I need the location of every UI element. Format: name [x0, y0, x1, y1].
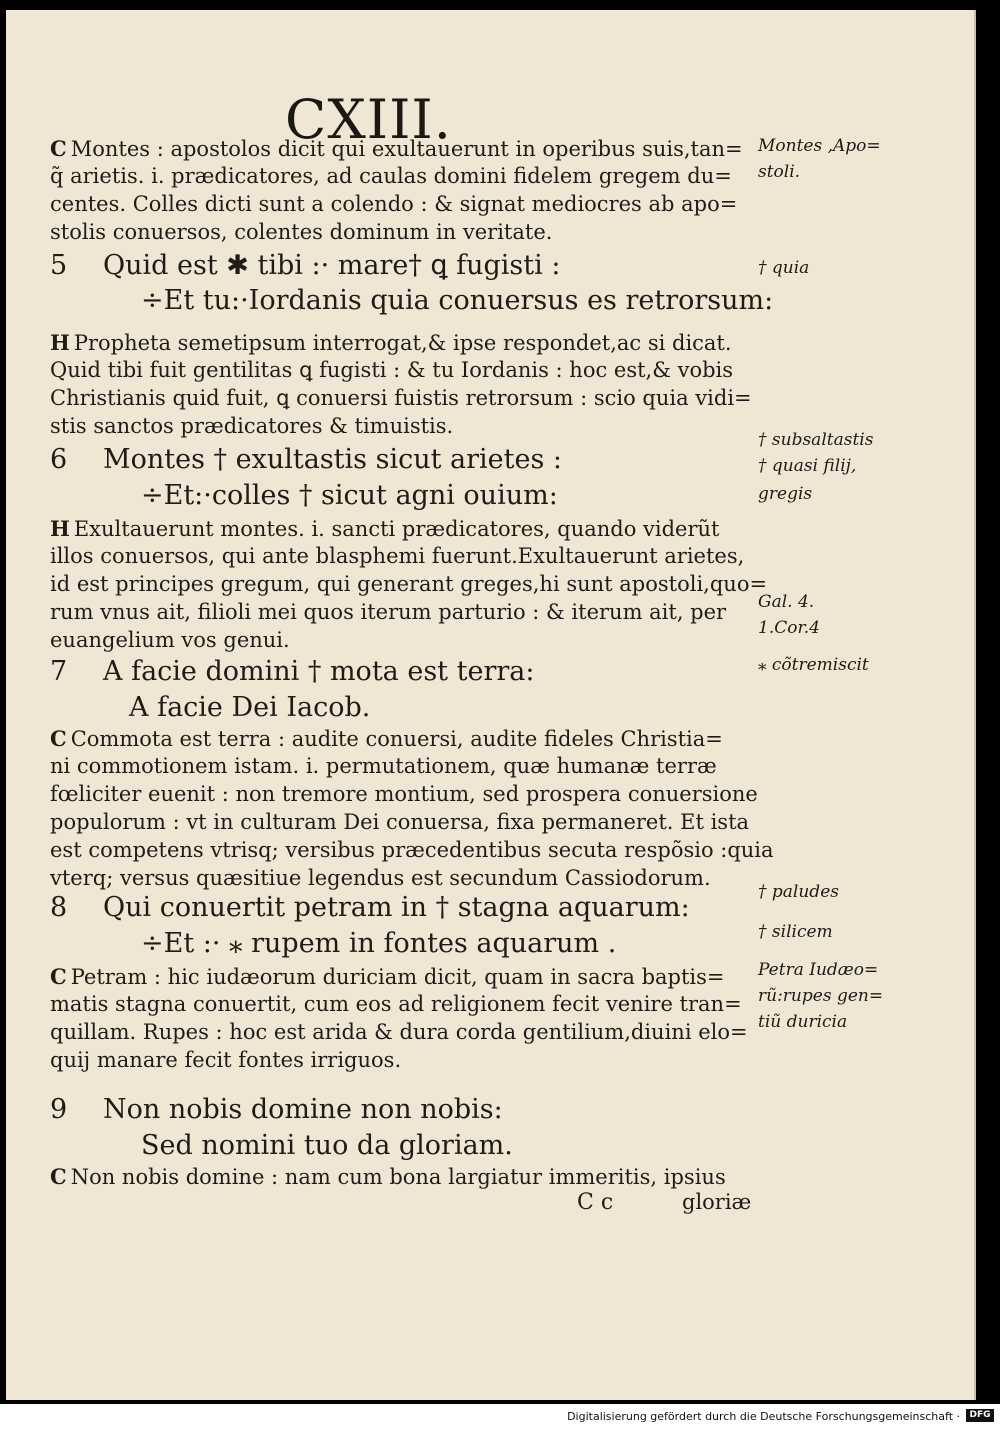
- margin-note: Petra Iudæo=: [758, 960, 879, 980]
- commentary-line: [50, 782, 758, 806]
- commentary-line: [50, 726, 723, 751]
- verse-number: 7: [50, 656, 68, 687]
- margin-note: tiũ duricia: [758, 1012, 848, 1032]
- line-text: rum vnus ait, filioli mei quos iterum parturio : & iterum ait, per: [50, 600, 727, 624]
- commentary-line: [50, 358, 733, 382]
- commentary-line: [50, 136, 743, 161]
- commentary-line: [50, 866, 711, 890]
- commentary-line: [50, 220, 552, 244]
- verse-line: [129, 692, 370, 723]
- margin-note: stoli.: [758, 162, 801, 182]
- verse-line: [141, 1130, 513, 1161]
- line-text: id est principes gregum, qui generant greges,hi sunt apostoli,quo=: [50, 572, 768, 596]
- line-text: ÷Et:·colles † sicut agni ouium:: [141, 480, 558, 511]
- verse-number: 6: [50, 444, 68, 475]
- commentary-line: [50, 628, 290, 652]
- margin-note: rũ:rupes gen=: [758, 986, 884, 1006]
- line-text: Exultauerunt montes. i. sancti prædicatores, quando viderũt: [73, 517, 720, 541]
- margin-note: † quasi filij,: [758, 456, 857, 476]
- margin-note: † quia: [758, 258, 810, 278]
- footer-bar: [0, 1404, 1000, 1429]
- margin-note: † silicem: [758, 922, 833, 942]
- line-text: stolis conuersos, colentes dominum in veritate.: [50, 220, 553, 244]
- margin-note: gregis: [758, 484, 813, 504]
- margin-note: Montes ,Apo=: [758, 136, 881, 156]
- signature-mark: C c: [577, 1190, 614, 1215]
- verse-line: [103, 444, 562, 475]
- line-text: stis sanctos prædicatores & timuistis.: [50, 414, 454, 438]
- line-text: Non nobis domine non nobis:: [103, 1094, 503, 1125]
- paragraph-mark: C: [50, 136, 67, 161]
- line-text: Non nobis domine : nam cum bona largiatur immeritis, ipsius: [70, 1165, 726, 1189]
- margin-note: Gal. 4.: [758, 592, 815, 612]
- commentary-line: [50, 810, 749, 834]
- paragraph-mark: H: [50, 516, 70, 541]
- line-text: Propheta semetipsum interrogat,& ipse respondet,ac si dicat.: [73, 331, 732, 355]
- line-text: fœliciter euenit : non tremore montium, sed prospera conuersione: [50, 782, 758, 806]
- line-text: ÷Et tu:·Iordanis quia conuersus es retrorsum:: [141, 285, 774, 316]
- verse-number: 8: [50, 892, 68, 923]
- verse-line: [103, 656, 534, 687]
- verse-line: [141, 480, 558, 511]
- commentary-line: [50, 1020, 748, 1044]
- paragraph-mark: C: [50, 726, 67, 751]
- paragraph-mark: H: [50, 330, 70, 355]
- commentary-line: [50, 964, 725, 989]
- line-text: Quid est ✱ tibi :· mare† ꝗ fugisti :: [103, 250, 561, 281]
- margin-note: ⁎ cõtremiscit: [758, 655, 869, 675]
- margin-note: † paludes: [758, 882, 839, 902]
- line-text: Montes † exultastis sicut arietes :: [103, 444, 563, 475]
- margin-note: 1.Cor.4: [758, 618, 820, 638]
- catchword: gloriæ: [682, 1190, 752, 1214]
- line-text: matis stagna conuertit, cum eos ad religionem fecit venire tran=: [50, 992, 742, 1016]
- line-text: illos conuersos, qui ante blasphemi fuerunt.Exultauerunt arietes,: [50, 544, 745, 568]
- line-text: centes. Colles dicti sunt a colendo : & signat mediocres ab apo=: [50, 192, 738, 216]
- commentary-line: [50, 386, 752, 410]
- commentary-line: [50, 1164, 726, 1189]
- commentary-line: [50, 572, 767, 596]
- commentary-line: [50, 516, 720, 541]
- book-page: [6, 10, 976, 1400]
- commentary-line: [50, 192, 737, 216]
- dfg-logo: DFG: [966, 1409, 994, 1422]
- commentary-line: [50, 164, 732, 188]
- verse-number: 9: [50, 1094, 68, 1125]
- line-text: euangelium vos genui.: [50, 628, 290, 652]
- line-text: quillam. Rupes : hoc est arida & dura corda gentilium,diuini elo=: [50, 1020, 748, 1044]
- verse-line: [103, 250, 560, 281]
- line-text: populorum : vt in culturam Dei conuersa, fixa permaneret. Et ista: [50, 810, 750, 834]
- paragraph-mark: C: [50, 1164, 67, 1189]
- line-text: Petram : hic iudæorum duriciam dicit, quam in sacra baptis=: [70, 965, 725, 989]
- page-number: CXIII.: [285, 88, 452, 151]
- line-text: Commota est terra : audite conuersi, audite fideles Christia=: [70, 727, 723, 751]
- line-text: A facie Dei Iacob.: [129, 692, 371, 723]
- line-text: A facie domini † mota est terra:: [103, 656, 535, 687]
- commentary-line: [50, 754, 717, 778]
- line-text: q̃ arietis. i. prædicatores, ad caulas domini fidelem gregem du=: [50, 164, 732, 188]
- line-text: Montes : apostolos dicit qui exultauerunt in operibus suis,tan=: [70, 137, 743, 161]
- verse-line: [141, 928, 616, 959]
- verse-line: [103, 1094, 503, 1125]
- line-text: vterq; versus quæsitiue legendus est secundum Cassiodorum.: [50, 866, 711, 890]
- line-text: quij manare fecit fontes irriguos.: [50, 1048, 402, 1072]
- funding-note: Digitalisierung gefördert durch die Deutsche Forschungsgemeinschaft ·: [567, 1410, 960, 1423]
- line-text: ni commotionem istam. i. permutationem, quæ humanæ terræ: [50, 754, 717, 778]
- commentary-line: [50, 414, 453, 438]
- margin-note: † subsaltastis: [758, 430, 874, 450]
- line-text: Quid tibi fuit gentilitas ꝗ fugisti : & tu Iordanis : hoc est,& vobis: [50, 358, 734, 382]
- paragraph-mark: C: [50, 964, 67, 989]
- line-text: Christianis quid fuit, ꝗ conuersi fuistis retrorsum : scio quia vidi=: [50, 386, 752, 410]
- commentary-line: [50, 992, 742, 1016]
- commentary-line: [50, 600, 726, 624]
- line-text: Qui conuertit petram in † stagna aquarum:: [103, 892, 690, 923]
- commentary-line: [50, 1048, 401, 1072]
- verse-number: 5: [50, 250, 68, 281]
- line-text: est competens vtrisq; versibus præcedentibus secuta respõsio :quia: [50, 838, 774, 862]
- commentary-line: [50, 838, 774, 862]
- line-text: Sed nomini tuo da gloriam.: [141, 1130, 513, 1161]
- verse-line: [141, 285, 773, 316]
- commentary-line: [50, 330, 732, 355]
- commentary-line: [50, 544, 744, 568]
- line-text: ÷Et :· ⁎ rupem in fontes aquarum .: [141, 928, 617, 959]
- verse-line: [103, 892, 690, 923]
